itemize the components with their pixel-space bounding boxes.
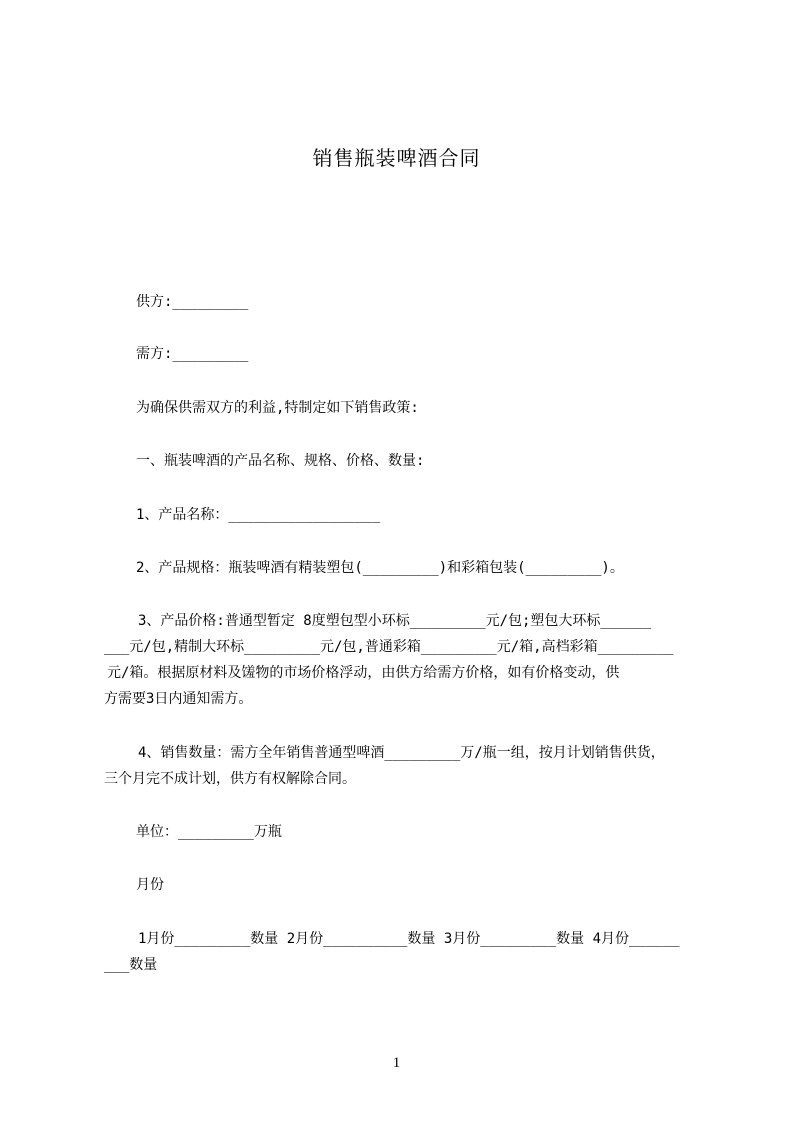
item4-quantity-line-1: 4、销售数量：需方全年销售普通型啤酒_________万/瓶一组，按月计划销售供货，: [138, 745, 665, 761]
months-line-2: ___数量: [104, 957, 158, 973]
item2-product-spec: 2、产品规格：瓶装啤酒有精装塑包(_________)和彩箱包装(_________)。: [136, 560, 624, 576]
months-line-1: 1月份_________数量 2月份__________数量 3月份_________数量 4月份______: [138, 931, 680, 947]
supplier-line: 供方:_________: [136, 294, 249, 310]
page-number: 1: [392, 1055, 401, 1071]
buyer-line: 需方:_________: [136, 346, 249, 362]
item3-price-line-1: 3、产品价格:普通型暂定 8度塑包型小环标_________元/包;塑包大环标______: [138, 613, 652, 629]
item3-price-line-4: 方需要3日内通知需方。: [104, 691, 253, 707]
item3-price-line-2: ___元/包,精制大环标_________元/包,普通彩箱_________元/箱,高档彩箱_________: [104, 639, 674, 655]
item1-product-name: 1、产品名称：__________________: [136, 507, 381, 523]
unit-line: 单位：_________万瓶: [136, 824, 282, 840]
item4-quantity-line-2: 三个月完不成计划，供方有权解除合同。: [104, 771, 356, 787]
intro-line: 为确保供需双方的利益,特制定如下销售政策:: [136, 400, 419, 416]
month-heading: 月份: [136, 877, 164, 893]
item3-price-line-3: 元/箱。根据原材料及馐物的市场价格浮动，由供方给需方价格，如有价格变动，供: [107, 665, 620, 681]
document-title: 销售瓶装啤酒合同: [312, 146, 481, 170]
section1-heading: 一、瓶装啤酒的产品名称、规格、价格、数量:: [136, 453, 425, 469]
